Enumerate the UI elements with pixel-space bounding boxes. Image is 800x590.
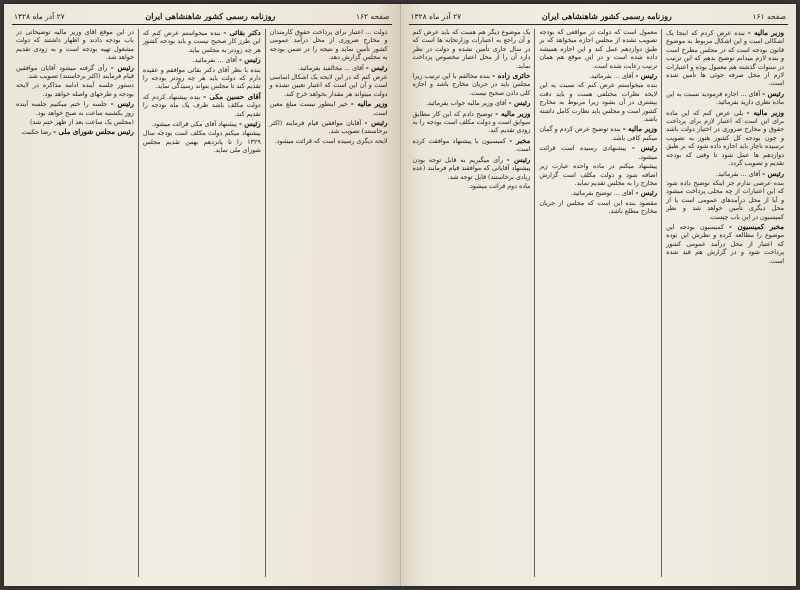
paragraph-text: بنده توضیح عرض کردم و گمان میکنم کافی باشد.: [539, 126, 658, 142]
paragraph-text: پیشنهاد آقای مکی قرائت میشود.: [151, 121, 237, 129]
paragraph: [16, 119, 134, 127]
right-page: [401, 4, 797, 586]
left-page-header: [12, 10, 392, 25]
paragraph: [539, 189, 657, 198]
speaker-name: رئیس -: [110, 62, 134, 72]
right-page-date: ۲۷ آذر ماه ۱۳۲۸: [410, 11, 462, 21]
left-page-date: ۲۷ آذر ماه ۱۳۲۸: [14, 11, 65, 21]
paragraph-text: لایحه دیگری رسیده است که قرائت میشود.: [274, 137, 388, 145]
newspaper-spread: [4, 4, 796, 586]
speaker-name: رئیس -: [635, 71, 658, 81]
paragraph: [539, 163, 657, 188]
paragraph: [16, 29, 134, 63]
paragraph-text: بنده مخالفم با این ترتیب زیرا مجلس باید در جریان مخارج باشد و اجازه کلی دادن صحیح نیست.: [412, 73, 531, 97]
paragraph: [270, 119, 388, 137]
paragraph-text: آقای ... مخالفید بفرمائید.: [297, 64, 364, 72]
paragraph-text: جلسه را ختم میکنیم جلسه آینده روز یکشنبه ساعت نه صبح خواهد بود.: [16, 101, 134, 117]
speaker-name: وزیر مالیه -: [747, 29, 785, 37]
paragraph-text: آقای ... توضیح بفرمائید.: [570, 190, 634, 198]
left-col-c: [12, 29, 139, 577]
paragraph-text: در این موقع آقای وزیر مالیه توضیحاتی در باب بودجه دادند و اظهار داشتند که دولت مشغول تهیه بودجه است و به زودی تقدیم خواهد شد.: [16, 29, 134, 62]
speaker-name: مخبر کمیسیون -: [729, 221, 784, 231]
paragraph: [413, 29, 531, 71]
paragraph: [539, 82, 657, 124]
paragraph: [143, 67, 261, 92]
paragraph-text: آقای ... بفرمائید.: [589, 73, 634, 81]
paragraph: [539, 29, 657, 71]
paragraph: [413, 156, 531, 182]
speaker-name: حائری زاده -: [492, 71, 531, 81]
paragraph: [16, 82, 134, 99]
speaker-name: رئیس -: [635, 188, 658, 198]
speaker-name: رئیس -: [762, 168, 784, 178]
paragraph: [143, 29, 261, 55]
speaker-name: وزیر مالیه -: [350, 99, 388, 109]
right-col-b: [535, 29, 662, 577]
paragraph-text: بنده با نظر آقای دکتر بقائی موافقم و عقیده دارم که دولت باید هر چه زودتر بودجه را تقدیم کند تا مجلس بتواند رسیدگی نماید.: [142, 66, 261, 91]
paragraph-text: پیشنهادی رسیده است قرائت میشود.: [539, 145, 658, 161]
paragraph-text: پیشنهاد میکنم در ماده واحده عبارت زیر اضافه شود و دولت مکلف است گزارش مخارج را به مجلس تقدیم نماید.: [539, 163, 658, 187]
paragraph: [666, 109, 784, 169]
speaker-name: وزیر مالیه -: [622, 124, 658, 134]
paragraph-text: رأی گرفته میشود آقایان موافقین قیام فرمایند (اکثر برخاستند) تصویب شد.: [16, 64, 134, 81]
left-page-number: صفحه ۱۶۲: [355, 11, 390, 21]
left-page: [4, 4, 400, 586]
speaker-name: رئیس -: [506, 154, 531, 164]
paragraph-text: بنده میخواستم عرض کنم که این طرز کار صحیح نیست و باید بودجه کشور هر چه زودتر به مجلس بیاید.: [142, 30, 261, 54]
speaker-name: رئیس -: [238, 119, 261, 129]
paragraph: [16, 100, 134, 118]
paragraph: [413, 99, 531, 108]
speaker-name: مخبر -: [509, 135, 531, 145]
paragraph-text: آقای ... بفرمائید.: [715, 170, 761, 178]
speaker-name: رئیس مجلس شورای ملی -: [53, 127, 134, 137]
paragraph: [666, 90, 784, 108]
speaker-name: وزیر مالیه -: [495, 108, 531, 118]
paragraph-text: عرض کنم که در این لایحه یک اشکال اساسی است و آن این است که اعتبار تعیین نشده و دولت میتواند هر مقدار بخواهد خرج کند.: [269, 74, 388, 98]
speaker-name: دکتر بقائی -: [223, 29, 261, 37]
paragraph-text: آقایان موافقین قیام فرمایند (اکثر برخاستند) تصویب شد.: [269, 120, 388, 136]
paragraph-text: دستور جلسه آینده ادامه مذاکره در لایحه بودجه و طرحهای واصله خواهد بود.: [16, 82, 134, 98]
paragraph-text: آقای ... بفرمائید.: [192, 57, 237, 65]
right-col-c: [409, 29, 536, 577]
paragraph-text: آقای وزیر مالیه جواب بفرمائید.: [425, 100, 507, 108]
left-page-columns: [12, 29, 392, 577]
paragraph: [413, 137, 531, 155]
speaker-name: رئیس -: [110, 99, 134, 109]
right-page-title: روزنامه رسمی کشور شاهنشاهی ایران: [541, 11, 672, 21]
speaker-name: آقای حسین مکی -: [203, 91, 261, 101]
paragraph-text: بنده میخواستم عرض کنم که نسبت به این لایحه نظرات مختلفی هست و باید دقت بیشتری در آن بشود زیرا مربوط به مخارج کشور است و مجلس باید نظارت کامل داشته باشد.: [539, 82, 658, 124]
speaker-name: رئیس -: [631, 143, 658, 153]
paragraph-text: آقای ... اجازه فرمودید نسبت به این ماده نظری دارید بفرمائید.: [666, 90, 784, 107]
speaker-name: رئیس -: [238, 55, 261, 65]
paragraph: [143, 93, 261, 119]
paragraph-text: بنده عرضی ندارم جز اینکه توضیح داده شود که این اعتبارات از چه محلی پرداخت میشود و آیا از محل درآمدهای عمومی است یا از محل دیگری تأمین خواهد شد و نظر کمیسیون در این باب چیست.: [666, 179, 784, 221]
paragraph-text: (مجلس یک ساعت بعد از ظهر ختم شد): [30, 119, 134, 127]
paragraph: [666, 29, 784, 89]
paragraph-text: توضیح دادم که این کار مطابق سوابق است و دولت مکلف است بودجه را به زودی تقدیم کند.: [412, 110, 531, 135]
paragraph: [143, 120, 261, 129]
paragraph: [666, 170, 784, 179]
speaker-name: وزیر مالیه -: [746, 107, 784, 117]
paragraph: [539, 200, 657, 217]
paragraph: [270, 100, 388, 118]
paragraph-text: خیر اینطور نیست مبلغ معین است.: [269, 101, 388, 117]
left-page-title: روزنامه رسمی کشور شاهنشاهی ایران: [145, 11, 276, 21]
paragraph: [270, 29, 388, 63]
paragraph: [16, 128, 134, 137]
paragraph: [666, 223, 784, 266]
paragraph-text: بنده عرض کردم که اینجا یک اشکالی است و این اشکال مربوط به موضوع قانون بودجه است که در مجلس مطرح است و بنده لازم میدانم توضیح بدهم که این ترتیب در سنوات گذشته هم معمول بوده و اعتبارات لازم از محل صرفه جوئی ها تأمین شده است.: [666, 30, 784, 88]
paragraph-text: یک موضوع دیگر هم هست که باید عرض کنم و آن راجع به اعتبارات وزارتخانه ها است که در سال جاری تأمین نشده و دولت در نظر دارد آن را از محل اعتبار مخصوص پرداخت نماید.: [412, 29, 531, 70]
paragraph: [539, 144, 657, 162]
paragraph: [143, 130, 261, 155]
paragraph-text: کمیسیون با پیشنهاد موافقت کرده است.: [412, 137, 531, 154]
right-page-header: [409, 10, 789, 25]
paragraph-text: رضا حکمت: [21, 129, 52, 137]
paragraph-text: معمول است که دولت در مواقعی که بودجه تصویب نشده از مجلس اجازه میخواهد که بر طبق دوازدهم عمل کند و این اجازه همیشه داده شده است و در این موقع هم همان ترتیب رعایت شده است.: [539, 29, 658, 70]
speaker-name: رئیس -: [508, 98, 531, 108]
right-page-columns: [409, 29, 789, 577]
paragraph: [413, 72, 531, 98]
paragraph: [16, 64, 134, 82]
right-page-number: صفحه ۱۶۱: [752, 11, 786, 21]
paragraph-text: بنده پیشنهاد کردم که دولت مکلف باشد ظرف یک ماه بودجه را تقدیم کند.: [142, 93, 261, 118]
paragraph: [413, 183, 531, 191]
paragraph-text: ماده دوم قرائت میشود.: [468, 182, 531, 190]
paragraph: [270, 74, 388, 99]
right-col-a: [662, 29, 788, 577]
speaker-name: رئیس -: [365, 62, 388, 72]
left-col-a: [266, 29, 392, 577]
paragraph: [143, 56, 261, 65]
paragraph: [539, 72, 657, 81]
paragraph-text: پیشنهاد میکنم دولت مکلف است بودجه سال ۱۳۲۹ را تا پانزدهم بهمن تقدیم مجلس شورای ملی نماید.: [142, 130, 261, 155]
paragraph-text: مقصود بنده این است که مجلس از جریان مخارج مطلع باشد.: [539, 199, 658, 216]
paragraph-text: بلی عرض کنم که این ماده برای این است که اعتبار لازم برای پرداخت حقوق و مخارج ضروری در اختیار دولت باشد و چون بودجه کل کشور هنوز به تصویب نرسیده ناچار باید اجازه داده شود که بر طبق دوازدهم ها عمل شود تا وقتی که بودجه تقدیم و تصویب گردد.: [666, 109, 784, 168]
speaker-name: رئیس -: [364, 118, 388, 128]
paragraph: [539, 125, 657, 143]
paragraph: [666, 180, 784, 222]
speaker-name: رئیس -: [762, 88, 784, 98]
left-col-b: [139, 29, 266, 577]
paragraph-text: رأی میگیریم به قابل توجه بودن پیشنهاد آقایانی که موافقند قیام فرمایند (عده زیادی برخاستند) قابل توجه شد.: [412, 156, 531, 181]
paragraph-text: دولت ... اعتبار برای پرداخت حقوق کارمندان و مخارج ضروری از محل درآمد عمومی کشور تأمین نماید و نتیجه را در ضمن بودجه به مجلس گزارش دهد.: [269, 29, 388, 62]
paragraph-text: کمیسیون بودجه این موضوع را مطالعه کرده و نظرش این بوده که اعتبار از محل درآمد عمومی کشور پرداخت شود و در گزارش هم قید شده است.: [666, 223, 784, 265]
paragraph: [413, 110, 531, 136]
paragraph: [270, 64, 388, 73]
paragraph: [270, 138, 388, 146]
